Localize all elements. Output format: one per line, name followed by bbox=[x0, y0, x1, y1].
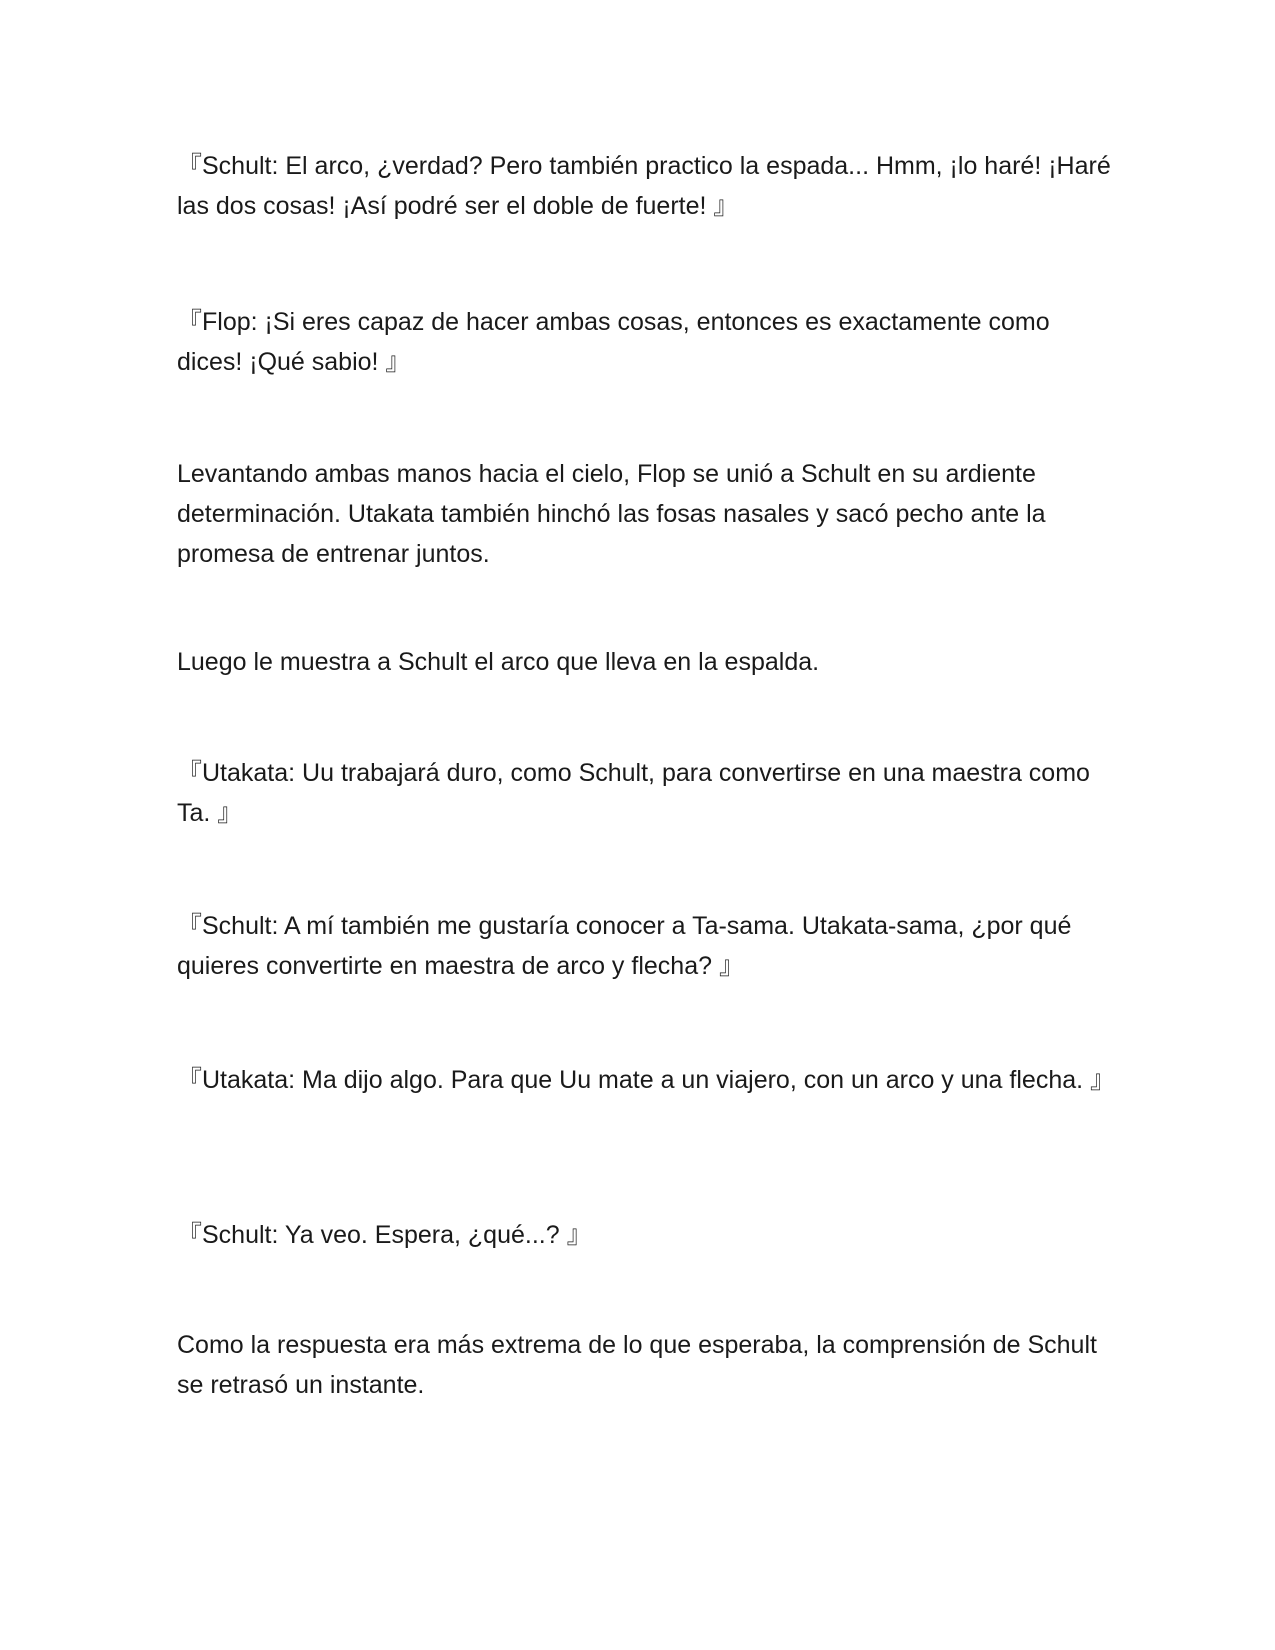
dialogue-paragraph: 『Utakata: Ma dijo algo. Para que Uu mate a un viajero, con un arco y una flecha. 』 bbox=[177, 1066, 1116, 1094]
dialogue-paragraph: 『Schult: El arco, ¿verdad? Pero también practico la espada... Hmm, ¡lo haré! ¡Haré las dos cosas! ¡Así podré ser el doble de fuerte! 』 bbox=[177, 152, 1111, 220]
dialogue-paragraph: 『Utakata: Uu trabajará duro, como Schult, para convertirse en una maestra como Ta. 』 bbox=[177, 759, 1090, 827]
dialogue-paragraph: 『Schult: Ya veo. Espera, ¿qué...? 』 bbox=[177, 1221, 592, 1249]
narration-paragraph: Levantando ambas manos hacia el cielo, Flop se unió a Schult en su ardiente determinación. Utakata también hinchó las fosas nasales y sacó pecho ante la promesa de entrenar juntos. bbox=[177, 460, 1046, 568]
narration-paragraph: Luego le muestra a Schult el arco que lleva en la espalda. bbox=[177, 648, 820, 676]
dialogue-paragraph: 『Schult: A mí también me gustaría conocer a Ta-sama. Utakata-sama, ¿por qué quieres convertirte en maestra de arco y flecha? 』 bbox=[177, 912, 1072, 980]
narration-paragraph: Como la respuesta era más extrema de lo que esperaba, la comprensión de Schult se retrasó un instante. bbox=[177, 1331, 1097, 1399]
dialogue-paragraph: 『Flop: ¡Si eres capaz de hacer ambas cosas, entonces es exactamente como dices! ¡Qué sabio! 』 bbox=[177, 308, 1050, 376]
